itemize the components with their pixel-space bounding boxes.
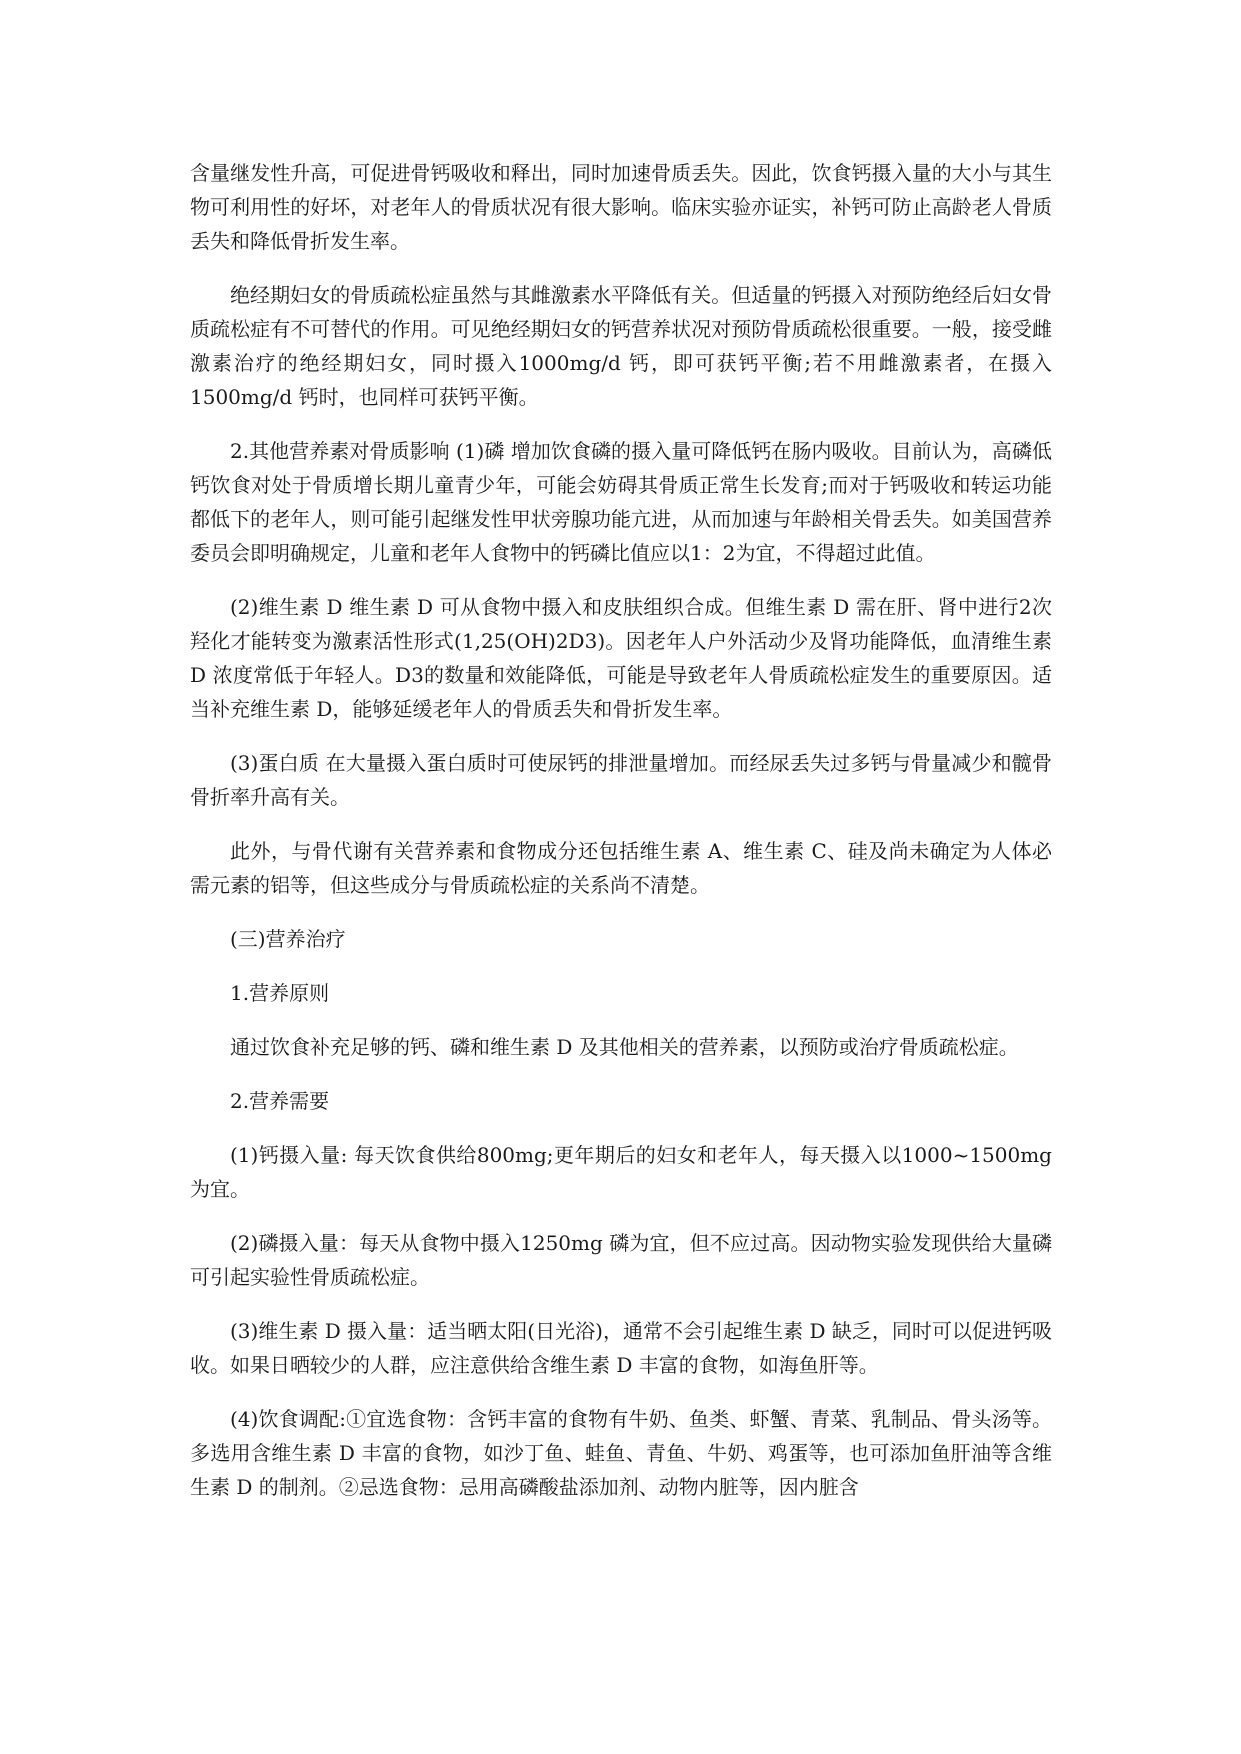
paragraph-calcium-intake: (1)钙摄入量: 每天饮食供给800mg;更年期后的妇女和老年人，每天摄入以1000~1500mg 为宜。 xyxy=(190,1143,1052,1201)
paragraph-diet-preparation: (4)饮食调配:①宜选食物：含钙丰富的食物有牛奶、鱼类、虾蟹、青菜、乳制品、骨头汤等。多选用含维生素 D 丰富的食物，如沙丁鱼、蛙鱼、青鱼、牛奶、鸡蛋等，也可添加鱼肝油等含维生素 D 的制剂。②忌选食物：忌用高磷酸盐添加剂、动物内脏等，因内脏含 xyxy=(190,1407,1052,1499)
paragraph-menopause-calcium: 绝经期妇女的骨质疏松症虽然与其雌激素水平降低有关。但适量的钙摄入对预防绝经后妇女骨质疏松症有不可替代的作用。可见绝经期妇女的钙营养状况对预防骨质疏松很重要。一般，接受雌激素治疗的绝经期妇女，同时摄入1000mg/d 钙，即可获钙平衡;若不用雌激素者，在摄入1500mg/d 钙时，也同样可获钙平衡。 xyxy=(190,283,1052,409)
paragraph-vitamin-d-intake: (3)维生素 D 摄入量：适当晒太阳(日光浴)，通常不会引起维生素 D 缺乏，同时可以促进钙吸收。如果日晒较少的人群，应注意供给含维生素 D 丰富的食物，如海鱼肝等。 xyxy=(190,1319,1052,1377)
paragraph-principles: 通过饮食补充足够的钙、磷和维生素 D 及其他相关的营养素，以预防或治疗骨质疏松症。 xyxy=(230,1035,1019,1059)
section-heading-nutrition-therapy: (三)营养治疗 xyxy=(230,927,346,951)
paragraph-vitamin-d: (2)维生素 D 维生素 D 可从食物中摄入和皮肤组织合成。但维生素 D 需在肝、肾中进行2次羟化才能转变为激素活性形式(1,25(OH)2D3)。因老年人户外活动少及肾功能降低，血清维生素 D 浓度常低于年轻人。D3的数量和效能降低，可能是导致老年人骨质疏松症发生的重要原因。适当补充维生素 D，能够延缓老年人的骨质丢失和骨折发生率。 xyxy=(190,595,1052,721)
paragraph-protein: (3)蛋白质 在大量摄入蛋白质时可使尿钙的排泄量增加。而经尿丢失过多钙与骨量减少和髋骨骨折率升高有关。 xyxy=(190,751,1052,809)
paragraph-phosphorus: 2.其他营养素对骨质影响 (1)磷 增加饮食磷的摄入量可降低钙在肠内吸收。目前认为，高磷低钙饮食对处于骨质增长期儿童青少年，可能会妨碍其骨质正常生长发育;而对于钙吸收和转运功能都低下的老年人，则可能引起继发性甲状旁腺功能亢进，从而加速与年龄相关骨丢失。如美国营养委员会即明确规定，儿童和老年人食物中的钙磷比值应以1：2为宜，不得超过此值。 xyxy=(190,439,1052,565)
subheading-nutrition-principles: 1.营养原则 xyxy=(230,981,330,1005)
paragraph-other-nutrients: 此外，与骨代谢有关营养素和食物成分还包括维生素 A、维生素 C、硅及尚未确定为人体必需元素的铝等，但这些成分与骨质疏松症的关系尚不清楚。 xyxy=(190,839,1052,897)
paragraph-calcium-elderly: 含量继发性升高，可促进骨钙吸收和释出，同时加速骨质丢失。因此，饮食钙摄入量的大小与其生物可利用性的好坏，对老年人的骨质状况有很大影响。临床实验亦证实，补钙可防止高龄老人骨质丢失和降低骨折发生率。 xyxy=(190,161,1052,253)
document-page xyxy=(190,156,1052,1524)
paragraph-phosphorus-intake: (2)磷摄入量：每天从食物中摄入1250mg 磷为宜，但不应过高。因动物实验发现供给大量磷可引起实验性骨质疏松症。 xyxy=(190,1231,1052,1289)
subheading-nutrition-needs: 2.营养需要 xyxy=(230,1089,330,1113)
